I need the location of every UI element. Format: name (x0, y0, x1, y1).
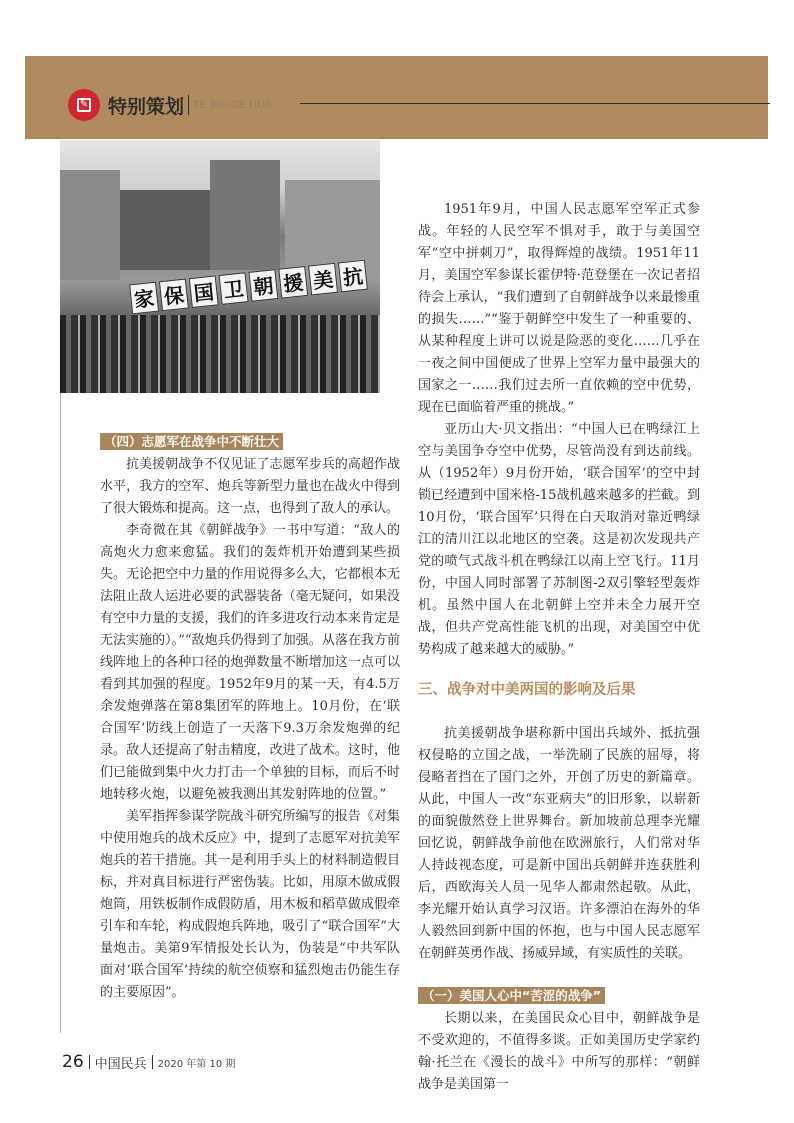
sign: 美 (308, 263, 338, 296)
sign: 国 (189, 275, 219, 308)
left-column (100, 432, 400, 1004)
paragraph: 长期以来，在美国民众心目中，朝鲜战争是不受欢迎的，不值得多谈。正如美国历史学家约翰·托兰在《漫长的战斗》中所写的那样：“朝鲜战争是美国第一 (418, 1011, 700, 1092)
paragraph: 抗美援朝战争不仅见证了志愿军步兵的高超作战水平，我方的空军、炮兵等新型力量也在战火中得到了很大锻炼和提高。这一点，也得到了敌人的承认。 (100, 457, 400, 516)
subheading: （四）志愿军在战争中不断壮大 (100, 433, 283, 450)
paragraph: 抗美援朝战争堪称新中国出兵域外、抵抗强权侵略的立国之战，一举洗刷了民族的屈辱，将侵略者挡在了国门之外，开创了历史的新篇章。从此，中国人一改“东亚病夫”的旧形象，以崭新的面貌傲然登上世界舞台。新加坡前总理李光耀回忆说，朝鲜战争前他在欧洲旅行，人们常对华人持歧视态度，可是新中国出兵朝鲜并连获胜利后，西欧海关人员一见华人都肃然起敬。从此，李光耀开始认真学习汉语。许多漂泊在海外的华人毅然回到新中国的怀抱，也与中国人民志愿军在朝鲜英勇作战、扬威异域，有实质性的关联。 (418, 726, 700, 961)
paragraph: 美军指挥参谋学院战斗研究所编写的报告《对集中使用炮兵的战术反应》中，提到了志愿军对抗美军炮兵的若干措施。其一是利用手头上的材料制造假目标，并对真目标进行严密伪装。比如，用原木做成假炮筒，用铁板制作成假防盾，用木板和稻草做成假牵引车和车轮，构成假炮兵阵地，吸引了“联合国军”大量炮击。美第9军情报处长认为，伪装是“中共军队面对‘联合国军’持续的航空侦察和猛烈炮击仍能生存的主要原因”。 (100, 809, 400, 1000)
divider (152, 1055, 153, 1069)
paragraph: 亚历山大·贝文指出：“中国人已在鸭绿江上空与美国争夺空中优势，尽管尚没有到达前线。从（1952年）9月份开始，‘联合国军’的空中封锁已经遭到中国米格-15战机越来越多的拦截。到10月份，‘联合国军’只得在白天取消对靠近鸭绿江的清川江以北地区的空袭。这是初次发现共产党的喷气式战斗机在鸭绿江以南上空飞行。11月份，中国人同时部署了苏制图-2双引擎轻型轰炸机。虽然中国人在北朝鲜上空并未全力展开空战，但共产党高性能飞机的出现，对美国空中优势构成了越来越大的威胁。” (418, 422, 700, 657)
right-column (418, 199, 700, 1096)
section-heading: 三、战争对中美两国的影响及后果 (418, 682, 636, 698)
margin-rule (60, 393, 61, 1033)
magazine-name: 中国民兵 (94, 1056, 147, 1072)
section-header (68, 89, 272, 121)
sign: 朝 (248, 269, 278, 302)
edit-icon: ✎ (68, 89, 100, 121)
sign: 抗 (338, 260, 368, 293)
section-title: 特别策划 (108, 95, 185, 118)
divider (89, 1055, 90, 1069)
paragraph: 李奇微在其《朝鲜战争》一书中写道：“敌人的高炮火力愈来愈猛。我们的轰炸机开始遭到某些损失。无论把空中力量的作用说得多么大，它都根本无法阻止敌人运进必要的武器装备（毫无疑问，如果没有空中力量的支援，我们的许多进攻行动本来肯定是无法实施的）。”“敌炮兵仍得到了加强。从落在我方前线阵地上的各种口径的炮弹数量不断增加这一点可以看到其加强的程度。1952年9月的某一天，有4.5万余发炮弹落在第8集团军的阵地上。10月份，在‘联合国军’防线上创造了一天落下9.3万余发炮弹的纪录。敌人还提高了射击精度，改进了战术。这时，他们已能做到集中火力打击一个单独的目标，而后不时地转移火炮，以避免被我测出其发射阵地的位置。” (100, 523, 400, 802)
section-title-pinyin: TE BIE CE HUA (193, 99, 273, 111)
header-rule (300, 103, 770, 104)
issue-label: 2020 年第 10 期 (157, 1058, 236, 1070)
page-footer (62, 1052, 235, 1072)
subheading: （一）美国人心中“苦涩的战争” (418, 987, 605, 1004)
sign: 卫 (219, 272, 249, 305)
paragraph: 1951年9月，中国人民志愿军空军正式参战。年轻的人民空军不惧对手，敢于与美国空军“空中拼刺刀”，取得辉煌的战绩。1951年11月，美国空军参谋长霍伊特·范登堡在一次记者招待会上承认，“我们遭到了自朝鲜战争以来最惨重的损失……”“鉴于朝鲜空中发生了一种重要的、从某种程度上讲可以说是险恶的变化……几乎在一夜之间中国便成了世界上空军力量中最强大的国家之一……我们过去所一直依赖的空中优势，现在已面临着严重的挑战。” (418, 202, 700, 415)
historical-photo (60, 140, 380, 393)
sign: 援 (278, 266, 308, 299)
divider (188, 95, 189, 115)
sign: 家 (129, 282, 159, 315)
sign: 保 (159, 279, 189, 312)
page-number: 26 (62, 1052, 84, 1072)
